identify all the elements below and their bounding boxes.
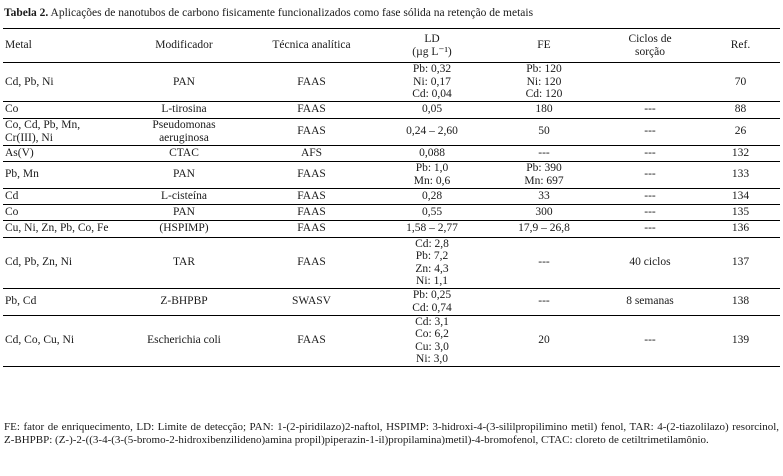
cell-ref: 136: [731, 222, 750, 235]
cell-modificador-line: CTAC: [169, 146, 199, 159]
cell-modificador: [120, 63, 248, 102]
cell-ld-line: 0,088: [419, 146, 445, 159]
cell-modificador: [120, 204, 248, 220]
cell-ld-line: Mn: 0,6: [413, 174, 451, 187]
cell-ciclos: [599, 145, 701, 161]
cell-ld: [375, 204, 489, 220]
cell-modificador: [120, 237, 248, 288]
table-row: [3, 237, 780, 288]
table-row: [3, 288, 780, 315]
cell-ciclos-line: ---: [644, 146, 656, 159]
cell-metal-line: Cd, Pb, Ni: [5, 75, 54, 88]
cell-ld: [375, 188, 489, 204]
cell-tecnica: FAAS: [297, 189, 326, 202]
table-row: [3, 220, 780, 237]
cell-metal-line: Pb, Mn: [5, 168, 39, 181]
cell-modificador-line: Pseudomonas: [152, 119, 216, 131]
cell-modificador-line: TAR: [172, 256, 196, 269]
header-ref: Ref.: [730, 39, 751, 52]
cell-fe: [489, 204, 599, 220]
cell-ld: [375, 315, 489, 366]
cell-ciclos: [599, 63, 701, 102]
table-row: [3, 101, 780, 118]
cell-ld-line: 0,05: [421, 103, 443, 116]
table-row: [3, 204, 780, 220]
table-row: [3, 315, 780, 366]
table-row: [3, 63, 780, 102]
header-modificador: Modificador: [155, 39, 213, 52]
cell-metal: [3, 204, 120, 220]
cell-fe-line: Pb: 390: [526, 162, 562, 174]
cell-ref: 135: [731, 205, 750, 218]
cell-fe-line: 20: [538, 334, 550, 347]
cell-modificador-line: aeruginosa: [159, 131, 209, 144]
cell-fe: [489, 161, 599, 188]
cell-ld-line: Pb: 0,32: [412, 63, 452, 75]
cell-tecnica: FAAS: [297, 103, 326, 116]
cell-fe: [489, 145, 599, 161]
cell-ref: 138: [731, 295, 750, 308]
cell-ld-line: 1,58 – 2,77: [406, 222, 458, 235]
cell-metal: [3, 101, 120, 118]
cell-metal: [3, 161, 120, 188]
cell-ld-line: Ni: 1,1: [416, 275, 448, 287]
table-body: [3, 63, 780, 367]
cell-metal: [3, 237, 120, 288]
header-ld: [375, 29, 489, 63]
cell-metal-line: Co: [5, 103, 19, 116]
cell-fe: [489, 315, 599, 366]
cell-metal: [3, 188, 120, 204]
cell-ref: 137: [731, 256, 750, 269]
cell-fe-line: 300: [535, 205, 553, 218]
cell-ld-line: Co: 6,2: [415, 328, 449, 340]
cell-fe-line: ---: [538, 295, 550, 308]
header-tecnica: Técnica analítica: [272, 39, 351, 52]
cell-fe-line: Ni: 120: [526, 75, 562, 88]
cell-ld-line: Cu: 3,0: [415, 340, 449, 353]
table-label: Tabela 2.: [4, 7, 49, 19]
cell-metal-line: Cd, Pb, Zn, Ni: [5, 256, 73, 269]
header-ciclos-line1: Ciclos de: [628, 33, 672, 45]
cell-modificador-line: PAN: [173, 168, 195, 181]
cell-ld-line: Cd: 0,04: [412, 88, 452, 100]
cell-modificador: [120, 220, 248, 237]
table-row: [3, 188, 780, 204]
cell-fe: [489, 288, 599, 315]
cell-ref: 132: [731, 146, 750, 159]
cell-ld-line: Cd: 2,8: [415, 237, 449, 250]
cell-fe-line: 180: [535, 103, 553, 116]
cell-ld: [375, 161, 489, 188]
cell-metal-line: Cd: [5, 189, 19, 202]
cell-modificador: [120, 315, 248, 366]
cell-ld-line: 0,28: [421, 189, 443, 202]
table-footnote: FE: fator de enriquecimento, LD: Limite de detecção; PAN: 1-(2-piridilazo)2-naftol, HSPIMP: 3-hidroxi-4-(3-sililpropilimino metil) fenol, TAR: 4-(2-tiazolilazo) resorcinol, Z-BHPBP: (Z-)-2-((3-4-(3-(5-bromo-2-hidroxibenzilideno)amina propil)piperazin-1-il)propilamina)metil)-4-bromofenol, CTAC: cloreto de cetiltrimetilamônio.: [4, 421, 779, 446]
table-row: [3, 118, 780, 145]
cell-ciclos: [599, 188, 701, 204]
cell-tecnica: FAAS: [297, 75, 326, 88]
cell-ref: 133: [731, 168, 750, 181]
header-ld-line2: (µg L⁻¹): [412, 45, 452, 58]
cell-metal: [3, 63, 120, 102]
cell-ld: [375, 288, 489, 315]
cell-tecnica: FAAS: [297, 205, 326, 218]
header-fe: FE: [537, 39, 551, 52]
header-row: [3, 29, 780, 63]
cell-ld-line: Pb: 0,25: [412, 289, 452, 301]
cell-ld-line: Pb: 7,2: [415, 250, 449, 262]
cell-tecnica: AFS: [300, 146, 323, 159]
cell-ld-line: 0,24 – 2,60: [406, 125, 458, 138]
cell-tecnica: SWASV: [292, 295, 331, 308]
cell-ld: [375, 63, 489, 102]
cell-metal: [3, 288, 120, 315]
cell-ciclos: [599, 220, 701, 237]
data-table: [3, 28, 780, 367]
cell-fe: [489, 118, 599, 145]
cell-ciclos-line: ---: [644, 205, 656, 218]
cell-ld-line: Cd: 0,74: [412, 301, 452, 314]
cell-tecnica: FAAS: [297, 222, 326, 235]
cell-ld: [375, 145, 489, 161]
cell-metal-line: Cd, Co, Cu, Ni: [5, 334, 75, 347]
cell-metal-line: As(V): [5, 146, 34, 159]
cell-modificador: [120, 145, 248, 161]
table-row: [3, 145, 780, 161]
cell-ciclos: [599, 204, 701, 220]
cell-fe-line: 50: [538, 125, 550, 138]
cell-ref: 70: [734, 75, 747, 88]
cell-ciclos-line: ---: [644, 222, 656, 235]
cell-ld: [375, 101, 489, 118]
cell-modificador: [120, 161, 248, 188]
cell-metal: [3, 145, 120, 161]
table-title: Aplicações de nanotubos de carbono fisicamente funcionalizados como fase sólida na retenção de metais: [48, 7, 534, 19]
cell-ciclos: [599, 315, 701, 366]
cell-fe: [489, 101, 599, 118]
cell-fe-line: ---: [538, 146, 550, 159]
table-caption: [4, 6, 779, 20]
cell-ciclos: [599, 101, 701, 118]
cell-modificador: [120, 288, 248, 315]
header-ciclos: [599, 29, 701, 63]
cell-fe-line: Mn: 697: [524, 174, 564, 187]
cell-metal: [3, 118, 120, 145]
cell-fe-line: 17,9 – 26,8: [518, 222, 570, 235]
cell-ciclos-line: 40 ciclos: [629, 256, 671, 269]
cell-ref: 139: [731, 334, 750, 347]
cell-fe-line: Cd: 120: [525, 88, 563, 100]
cell-metal-line: Co, Cd, Pb, Mn,: [5, 119, 81, 131]
cell-tecnica: FAAS: [297, 125, 326, 138]
cell-tecnica: FAAS: [297, 256, 326, 269]
cell-fe-line: 33: [538, 189, 550, 202]
cell-modificador-line: (HSPIMP): [159, 222, 209, 235]
cell-modificador-line: PAN: [173, 75, 195, 88]
cell-ld-line: Zn: 4,3: [415, 262, 449, 275]
cell-metal-line: Cu, Ni, Zn, Pb, Co, Fe: [5, 222, 109, 235]
cell-fe: [489, 188, 599, 204]
cell-fe: [489, 63, 599, 102]
cell-ciclos-line: ---: [644, 334, 656, 347]
cell-ld-line: 0,55: [421, 205, 443, 218]
cell-ciclos: [599, 288, 701, 315]
cell-ref: 134: [731, 189, 750, 202]
cell-ref: 26: [734, 125, 747, 138]
cell-ld: [375, 237, 489, 288]
cell-tecnica: FAAS: [297, 334, 326, 347]
cell-metal: [3, 220, 120, 237]
cell-modificador: [120, 118, 248, 145]
cell-ref: 88: [734, 103, 747, 116]
cell-fe-line: Pb: 120: [526, 63, 562, 75]
cell-ciclos: [599, 237, 701, 288]
cell-fe-line: ---: [538, 256, 550, 269]
cell-ciclos-line: ---: [644, 189, 656, 202]
cell-ciclos: [599, 118, 701, 145]
cell-ciclos-line: 8 semanas: [626, 295, 674, 308]
cell-ld-line: Pb: 1,0: [415, 162, 449, 174]
cell-modificador-line: Z-BHPBP: [160, 295, 208, 308]
cell-ld: [375, 118, 489, 145]
cell-ciclos-line: ---: [644, 125, 656, 138]
cell-fe: [489, 237, 599, 288]
cell-metal-line: Co: [5, 205, 19, 218]
cell-modificador-line: PAN: [173, 205, 195, 218]
header-ciclos-line2: sorção: [634, 45, 665, 58]
cell-metal-line: Cr(III), Ni: [5, 131, 53, 144]
cell-modificador: [120, 188, 248, 204]
cell-ld: [375, 220, 489, 237]
cell-ciclos-line: ---: [644, 103, 656, 116]
cell-modificador-line: Escherichia coli: [147, 334, 221, 347]
cell-metal: [3, 315, 120, 366]
header-metal: Metal: [5, 39, 32, 52]
cell-metal-line: Pb, Cd: [5, 295, 37, 308]
cell-ciclos-line: ---: [644, 168, 656, 181]
cell-modificador: [120, 101, 248, 118]
cell-ciclos: [599, 161, 701, 188]
cell-tecnica: FAAS: [297, 168, 326, 181]
cell-modificador-line: L-cisteína: [161, 189, 207, 202]
cell-modificador-line: L-tirosina: [161, 103, 207, 116]
cell-ld-line: Ni: 0,17: [413, 75, 451, 88]
cell-ld-line: Ni: 3,0: [416, 353, 448, 365]
header-ld-line1: LD: [424, 33, 440, 45]
cell-fe: [489, 220, 599, 237]
table-row: [3, 161, 780, 188]
cell-ld-line: Cd: 3,1: [415, 315, 449, 328]
